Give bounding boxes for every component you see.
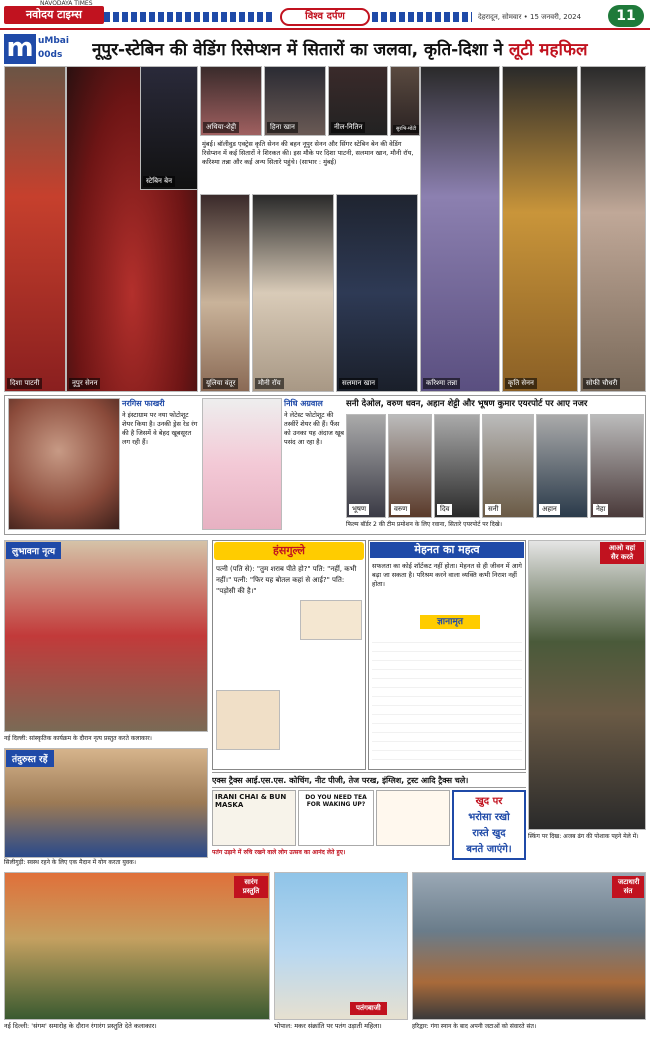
bottom-tag-3: जटाधारी संत [612, 876, 644, 898]
humor-text: पत्नी (पति से): "तुम शराब पीते हो?" पति: "नहीं, कभी नहीं।" पत्नी: "फिर यह बोतल कहां से आई?" पति: "पड़ोसी की है।" [216, 565, 357, 595]
nidhi-title: निधि अग्रवाल [284, 399, 323, 408]
dance-tag: लुभावना नृत्य [6, 542, 61, 559]
nargis-title: नरगिस फाखरी [122, 399, 165, 408]
photo-salman [336, 194, 418, 392]
photo-airport-6 [590, 414, 644, 518]
bottom-caption-3: हरिद्वार: गंगा स्नान के बाद अपनी जटाओं को संवारते संत। [412, 1023, 537, 1030]
cartoon-caption: पतंग उड़ाने में रुचि रखने वाले लोग उत्सव का आनंद लेते हुए। [212, 849, 346, 856]
section-logo-text [38, 34, 88, 64]
caption-p7: सुरभि-मोंटी [393, 125, 419, 133]
photo-hina [264, 66, 326, 136]
photo-karishma [420, 66, 500, 392]
nargis-text: ने इंस्टाग्राम पर नया फोटोशूट शेयर किया है। उनकी ड्रेस रेड रंग की है जिसमें वे बेहद खूबसूरत लग रही हैं। [122, 411, 198, 446]
humor-title: हंसगुल्ले [214, 542, 364, 560]
airport-name-3: सनी [485, 504, 501, 515]
fit-tag: तंदुरुस्त रहें [6, 750, 54, 767]
effort-text: सफलता का कोई शॉर्टकट नहीं होता। मेहनत से ही जीवन में आगे बढ़ा जा सकता है। परिश्रम करने वाला व्यक्ति कभी निराश नहीं होता। [372, 562, 522, 588]
costume-caption: स्किंग पर दिख: अजब ढंग की पोशाक पहने मेले में। [528, 833, 639, 840]
nidhi-text: ने लेटेस्ट फोटोशूट की तस्वीरें शेयर की हैं। फैंस को उनका यह अंदाज खूब पसंद आ रहा है। [284, 411, 344, 446]
cartoon-label: IRANI CHAI & BUN MASKA [215, 793, 287, 809]
photo-airport-4 [482, 414, 534, 518]
photo-costume [528, 540, 646, 830]
caption-p2: नूपुर सेनन [69, 378, 100, 389]
caption-p11: करिश्मा तन्ना [423, 378, 460, 389]
photo-neil [328, 66, 388, 136]
nidhi-box [284, 398, 344, 532]
humor-illustration-1 [300, 600, 362, 640]
headline-part2: लूटी महफिल [508, 40, 588, 60]
section-logo: m [4, 34, 36, 64]
photo-airport-3 [434, 414, 480, 518]
page-number: 11 [608, 5, 644, 27]
nargis-box [122, 398, 200, 532]
caption-p6: नील-नितिन [331, 122, 365, 133]
caption-p8: यूलिया वंतूर [203, 378, 238, 389]
bottom-caption-2: भोपाल: मकर संक्रांति पर पतंग उड़ाती महिला। [274, 1022, 382, 1030]
caption-p12: कृति सेनन [505, 378, 537, 389]
cartoon-art [376, 790, 450, 846]
photo-airport-1 [346, 414, 386, 518]
effort-body-lines [372, 634, 522, 766]
photo-surbhi [390, 66, 420, 136]
dance-caption: नई दिल्ली: सांस्कृतिक कार्यक्रम के दौरान नृत्य प्रस्तुत करते कलाकार। [4, 735, 152, 742]
bottom-tag-2: पतंगबाजी [350, 1002, 387, 1015]
bottom-tag-1: सारंग प्रस्तुति [234, 876, 268, 898]
caption-p4: अथिया-शेट्टी [203, 122, 239, 133]
airport-name-2: दिव [437, 504, 452, 515]
quote-l1: खुद पर [475, 796, 503, 807]
humor-illustration-2 [216, 690, 280, 750]
ad-line: एक्स ट्रैक्स आई.एस.एस. कोचिंग, नीट पीजी, तेज परख, इंग्लिश, ट्रस्ट आदि ट्रैक्स चले। [212, 772, 526, 788]
quote-l2: भरोसा रखो [468, 812, 510, 823]
airport-name-5: नेहा [593, 504, 608, 515]
photo-nidhi [202, 398, 282, 530]
photo-kite [274, 872, 408, 1020]
photo-sadhu [412, 872, 646, 1020]
airport-name-4: अहान [539, 504, 560, 515]
caption-p3: स्टेबिन बेन [143, 176, 175, 187]
photo-kriti [502, 66, 578, 392]
caption-p1: दिशा पाटनी [7, 378, 42, 389]
bottom-caption-1: नई दिल्ली: 'संगम' समारोह के दौरान रंगारंग प्रस्तुति देते कलाकार। [4, 1022, 157, 1030]
photo-disha [4, 66, 66, 392]
airport-caption: फिल्म बॉर्डर 2 की टीम प्रमोशन के लिए रवाना, सितारे एयरपोर्ट पर दिखे। [346, 521, 502, 528]
photo-dance [4, 540, 208, 732]
caption-p13: सोफी चौधरी [583, 378, 620, 389]
airport-name-0: भूषण [349, 504, 369, 515]
logo-line2: 00ds [38, 50, 63, 60]
costume-tag: आओ वहां सैर करते [600, 542, 644, 564]
section-title: विश्व दर्पण [280, 8, 370, 26]
cartoon-sign: DO YOU NEED TEA FOR WAKING UP? [298, 790, 374, 846]
logo-line1: uMbai [38, 36, 69, 46]
decor-stripes-right [372, 12, 472, 22]
photo-mouni [252, 194, 334, 392]
photo-sophie [580, 66, 646, 392]
city-date: देहरादून, सोमवार • 15 जनवरी, 2024 [478, 13, 582, 21]
effort-title: मेहनत का महत्व [370, 542, 524, 558]
photo-performers [4, 872, 270, 1020]
decor-stripes-left [104, 12, 274, 22]
quote-box [452, 790, 526, 860]
photo-athiya [200, 66, 262, 136]
caption-p10: सलमान खान [339, 378, 378, 389]
fit-caption: सिलीगुड़ी: स्वस्थ रहने के लिए एक मैदान में योग करता युवक। [4, 859, 137, 866]
main-headline [92, 36, 648, 64]
airport-name-1: वरुण [391, 504, 410, 515]
top-story-text: मुंबई। बॉलीवुड एक्ट्रेस कृति सेनन की बहन नूपुर सेनन और सिंगर स्टेबिन बेन की वेडिंग रिसेप्शन में कई सितारों ने शिरकत की। इस मौके पर दिशा पाटनी, सलमान खान, मौनी रॉय, करिश्मा तन्ना और कई अन्य सितारे पहुंचे। (साभार : मुंबई) [202, 140, 414, 166]
brand-logo: नवोदय टाइम्स [4, 6, 104, 24]
photo-nargis [8, 398, 120, 530]
caption-p9: मौनी रॉय [255, 378, 284, 389]
quote-l3: रास्ते खुद [472, 828, 506, 839]
airport-title: सनी देओल, वरुण धवन, अहान शेट्टी और भूषण कुमार एयरपोर्ट पर आए नजर [346, 399, 588, 409]
photo-stebin [140, 66, 198, 190]
photo-airport-2 [388, 414, 432, 518]
photo-iulia [200, 194, 250, 392]
effort-sub: ज्ञानामृत [420, 615, 480, 629]
caption-p5: हिना खान [267, 122, 298, 133]
brand-small-label: NAVODAYA TIMES [40, 0, 93, 7]
quote-l4: बनते जाएंगे। [466, 844, 512, 855]
photo-airport-5 [536, 414, 588, 518]
headline-part1: नूपुर-स्टेबिन की वेडिंग रिसेप्शन में सितारों का जलवा, कृति-दिशा ने [92, 40, 509, 60]
cartoon-irani [212, 790, 296, 846]
